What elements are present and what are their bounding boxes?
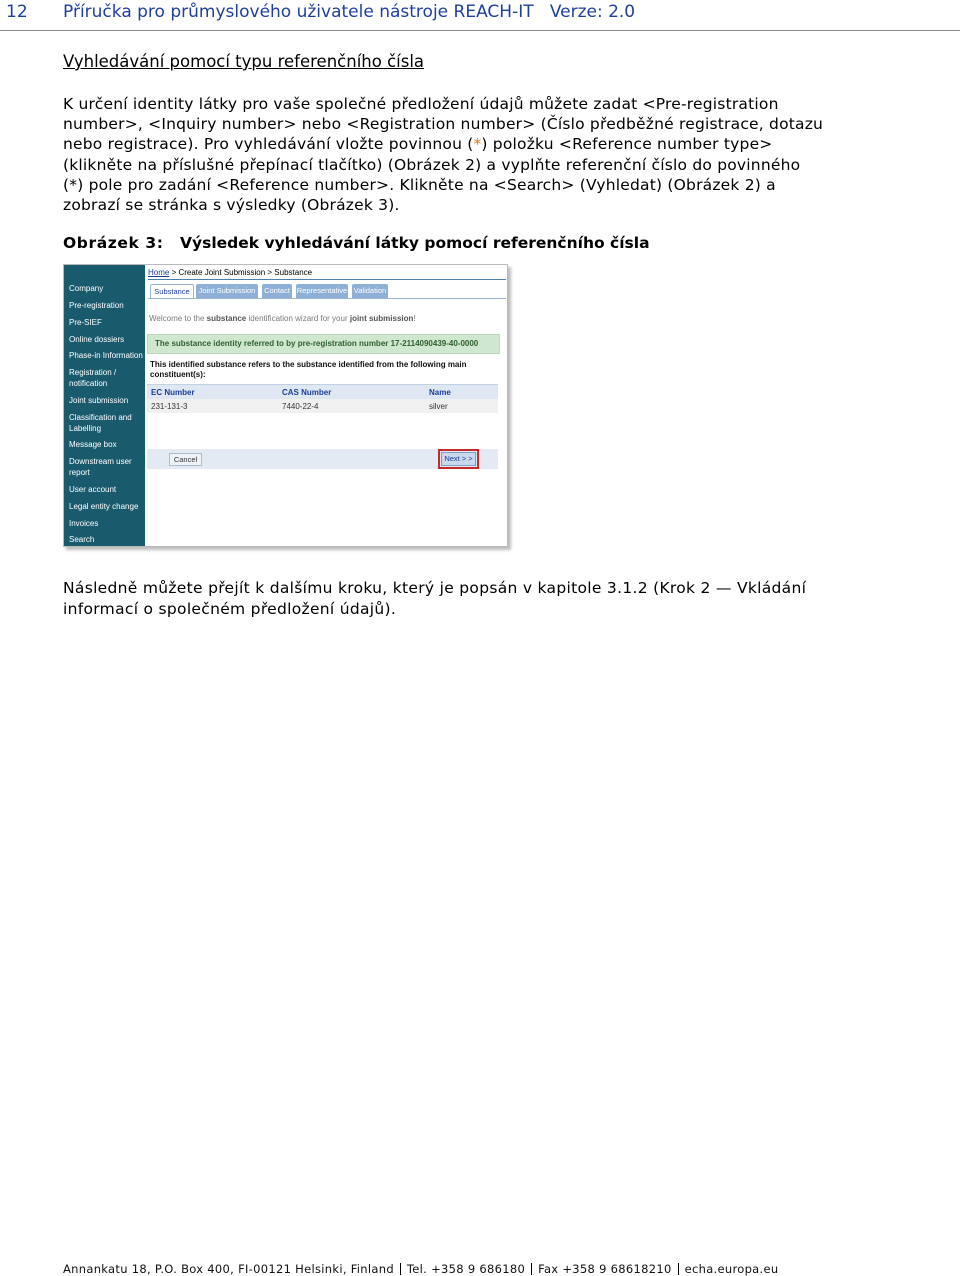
- required-star: *: [473, 135, 482, 154]
- paragraph-line: zobrazí se stránka s výsledky (Obrázek 3).: [63, 196, 400, 215]
- sidebar-item-phase-in[interactable]: Phase-in Information: [69, 351, 143, 360]
- tab-contact[interactable]: Contact: [262, 284, 292, 298]
- footer-separator: [400, 1263, 401, 1275]
- paragraph-line: Následně můžete přejít k dalšímu kroku, který je popsán v kapitole 3.1.2 (Krok 2 — Vkládání: [63, 579, 807, 597]
- column-name: Name: [429, 388, 451, 397]
- footer-separator: [678, 1263, 679, 1275]
- sidebar-item-classification[interactable]: Classification and: [69, 413, 132, 422]
- table-header: [147, 384, 498, 399]
- body-paragraph: [63, 94, 893, 215]
- paragraph-line: (*) pole pro zadání <Reference number>. Klikněte na <Search> (Vyhledat) (Obrázek 2) a: [63, 175, 776, 194]
- sidebar-item-downstream[interactable]: Downstream user: [69, 457, 132, 466]
- paragraph-line: informací o společném předložení údajů).: [63, 600, 397, 618]
- closing-paragraph: [63, 578, 883, 620]
- sidebar-item-invoices[interactable]: Invoices: [69, 519, 99, 528]
- info-message-box: [147, 334, 500, 354]
- breadcrumb: [148, 268, 312, 277]
- footer-tel: Tel. +358 9 686180: [406, 1262, 526, 1276]
- sidebar-item-legal-entity[interactable]: Legal entity change: [69, 502, 139, 511]
- paragraph-line: (klikněte na příslušné přepínací tlačítko) (Obrázek 2) a vyplňte referenční číslo do povinného: [63, 155, 801, 174]
- figure-label: Obrázek 3:: [63, 234, 164, 252]
- sidebar-item-company[interactable]: Company: [69, 284, 104, 293]
- sidebar-item-pre-registration[interactable]: Pre-registration: [69, 301, 124, 310]
- welcome-text: Welcome to the substance identification wizard for your joint submission!: [149, 314, 416, 323]
- tab-substance[interactable]: Substance: [150, 284, 194, 299]
- table-row: [147, 399, 498, 413]
- footer-separator: [531, 1263, 532, 1275]
- cancel-button[interactable]: Cancel: [169, 453, 202, 466]
- sidebar-item-pre-sief[interactable]: Pre-SIEF: [69, 318, 102, 327]
- tab-joint-submission[interactable]: Joint Submission: [196, 284, 258, 298]
- paragraph-line: number>, <Inquiry number> nebo <Registration number> (Číslo předběžné registrace, dotazu: [63, 115, 824, 134]
- cell-ec-number: 231-131-3: [151, 402, 188, 411]
- tabs-divider: [148, 298, 506, 299]
- paragraph-line: nebo registrace). Pro vyhledávání vložte povinnou (*) položku <Reference number type>: [63, 135, 773, 154]
- breadcrumb-path: > Create Joint Submission > Substance: [169, 268, 313, 277]
- sidebar-item-registration-2[interactable]: notification: [69, 379, 108, 388]
- column-cas-number: CAS Number: [282, 388, 332, 397]
- sidebar-item-classification-2[interactable]: Labelling: [69, 424, 102, 433]
- footer-fax: Fax +358 9 68618210: [538, 1262, 672, 1276]
- next-button[interactable]: Next > >: [441, 452, 476, 466]
- column-ec-number: EC Number: [151, 388, 195, 397]
- tab-representative[interactable]: Representative: [296, 284, 348, 298]
- page-header: [0, 2, 960, 26]
- sidebar-item-user-account[interactable]: User account: [69, 485, 117, 494]
- sidebar-item-registration[interactable]: Registration /: [69, 368, 117, 377]
- footer-website: echa.europa.eu: [684, 1262, 779, 1276]
- page-number: 12: [6, 2, 28, 22]
- cell-name: silver: [429, 402, 448, 411]
- button-bar: [147, 449, 498, 469]
- cell-cas-number: 7440-22-4: [282, 402, 319, 411]
- header-divider: [0, 30, 960, 31]
- footer-address: Annankatu 18, P.O. Box 400, FI-00121 Helsinki, Finland: [63, 1262, 394, 1276]
- figure-caption: [63, 234, 650, 252]
- sidebar-item-message-box[interactable]: Message box: [69, 440, 117, 449]
- document-title: Příručka pro průmyslového uživatele nástroje REACH-IT Verze: 2.0: [63, 2, 636, 22]
- figure-screenshot: [63, 264, 508, 547]
- figure-caption-text: Výsledek vyhledávání látky pomocí referenčního čísla: [180, 234, 650, 252]
- sidebar-item-search[interactable]: Search: [69, 535, 95, 544]
- tab-validation[interactable]: Validation: [352, 284, 388, 298]
- identified-substance-heading: This identified substance refers to the substance identified from the following main constituent(s):: [150, 360, 467, 379]
- breadcrumb-divider: [148, 279, 506, 280]
- paragraph-line: K určení identity látky pro vaše společné předložení údajů můžete zadat <Pre-registration: [63, 95, 779, 113]
- section-title: Vyhledávání pomocí typu referenčního čísla: [63, 52, 425, 71]
- info-message: The substance identity referred to by pre-registration number 17-2114090439-40-0000: [155, 339, 479, 348]
- breadcrumb-home-link[interactable]: Home: [148, 268, 170, 277]
- sidebar-item-downstream-2[interactable]: report: [69, 468, 90, 477]
- sidebar-nav: [64, 265, 145, 546]
- sidebar-item-online-dossiers[interactable]: Online dossiers: [69, 335, 125, 344]
- page-footer: [63, 1262, 778, 1276]
- sidebar-item-joint-submission[interactable]: Joint submission: [69, 396, 129, 405]
